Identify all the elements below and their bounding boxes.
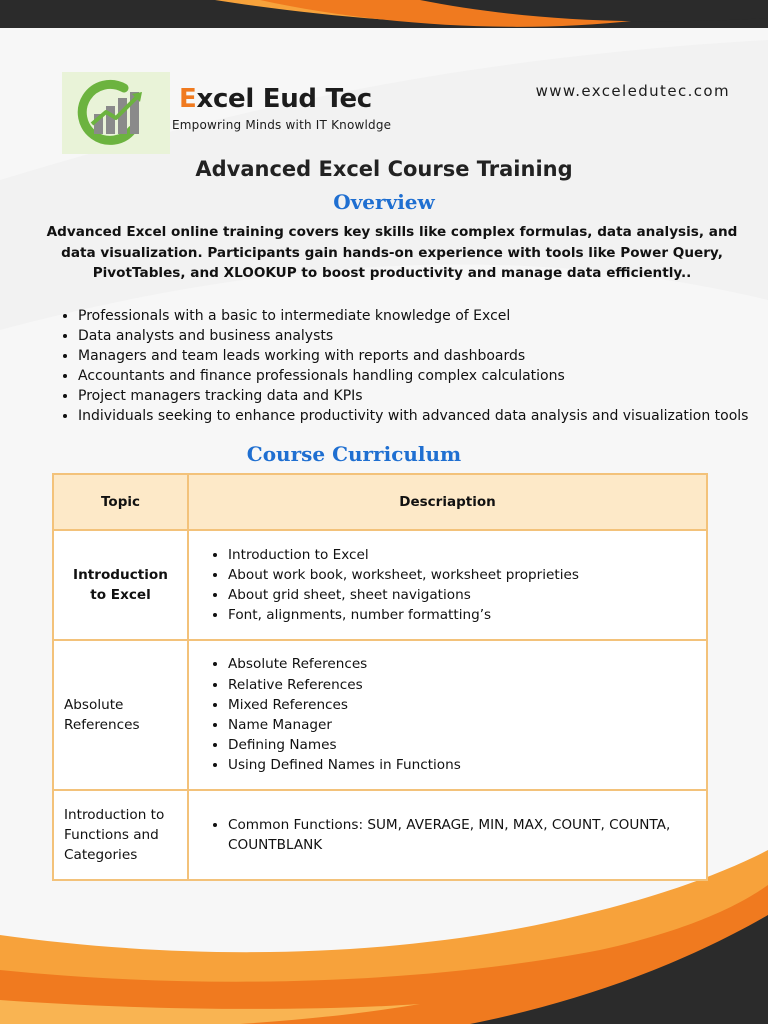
description-item: • Relative References bbox=[228, 675, 696, 695]
description-list bbox=[199, 545, 696, 626]
website-link[interactable]: www.exceledutec.com bbox=[535, 82, 730, 100]
description-item: • Introduction to Excel bbox=[228, 545, 696, 565]
description-cell bbox=[188, 530, 707, 640]
brand-logo bbox=[62, 72, 170, 154]
brand-tagline: Empowring Minds with IT Knowldge bbox=[172, 118, 392, 132]
overview-heading: Overview bbox=[333, 190, 435, 214]
brand-name-rest: xcel Eud Tec bbox=[196, 84, 372, 114]
table-row bbox=[53, 790, 707, 880]
topic-cell: Absolute References bbox=[53, 640, 188, 790]
audience-item: • Data analysts and business analysts bbox=[78, 326, 768, 346]
audience-item: • Accountants and finance professionals handling complex calculations bbox=[78, 366, 768, 386]
description-list bbox=[199, 815, 696, 855]
topic-cell: Introduction to Excel bbox=[53, 530, 188, 640]
curriculum-table bbox=[52, 473, 708, 881]
description-item: • Absolute References bbox=[228, 654, 696, 674]
table-header-row bbox=[53, 474, 707, 530]
curriculum-heading: Course Curriculum bbox=[246, 442, 462, 466]
brand-name-first-letter: E bbox=[179, 84, 197, 114]
description-item: • Defining Names bbox=[228, 735, 696, 755]
topic-cell: Introduction to Functions and Categories bbox=[53, 790, 188, 880]
description-item: • About work book, worksheet, worksheet proprieties bbox=[228, 565, 696, 585]
description-item: • About grid sheet, sheet navigations bbox=[228, 585, 696, 605]
description-item: • Mixed References bbox=[228, 695, 696, 715]
description-cell bbox=[188, 640, 707, 790]
table-row bbox=[53, 530, 707, 640]
audience-item: • Professionals with a basic to intermediate knowledge of Excel bbox=[78, 306, 768, 326]
column-header-topic: Topic bbox=[53, 474, 188, 530]
table-row bbox=[53, 640, 707, 790]
description-item: • Using Defined Names in Functions bbox=[228, 755, 696, 775]
description-cell bbox=[188, 790, 707, 880]
audience-item: • Individuals seeking to enhance productivity with advanced data analysis and visualization tools bbox=[78, 406, 768, 426]
logo-chart-icon bbox=[62, 72, 170, 154]
column-header-description: Descriaption bbox=[188, 474, 707, 530]
audience-list bbox=[48, 306, 768, 426]
audience-item: • Managers and team leads working with reports and dashboards bbox=[78, 346, 768, 366]
audience-item: • Project managers tracking data and KPIs bbox=[78, 386, 768, 406]
page-title: Advanced Excel Course Training bbox=[195, 157, 573, 181]
brand-name bbox=[179, 84, 372, 114]
description-item: • Common Functions: SUM, AVERAGE, MIN, MAX, COUNT, COUNTA, COUNTBLANK bbox=[228, 815, 696, 855]
overview-text: Advanced Excel online training covers key skills like complex formulas, data analysis, and data visualization. Participants gain hands-on experience with tools like Power Query, PivotTables, and XLOOKUP to boost productivity and manage data efficiently.. bbox=[46, 224, 738, 281]
description-item: • Name Manager bbox=[228, 715, 696, 735]
description-item: • Font, alignments, number formatting’s bbox=[228, 605, 696, 625]
description-list bbox=[199, 654, 696, 775]
